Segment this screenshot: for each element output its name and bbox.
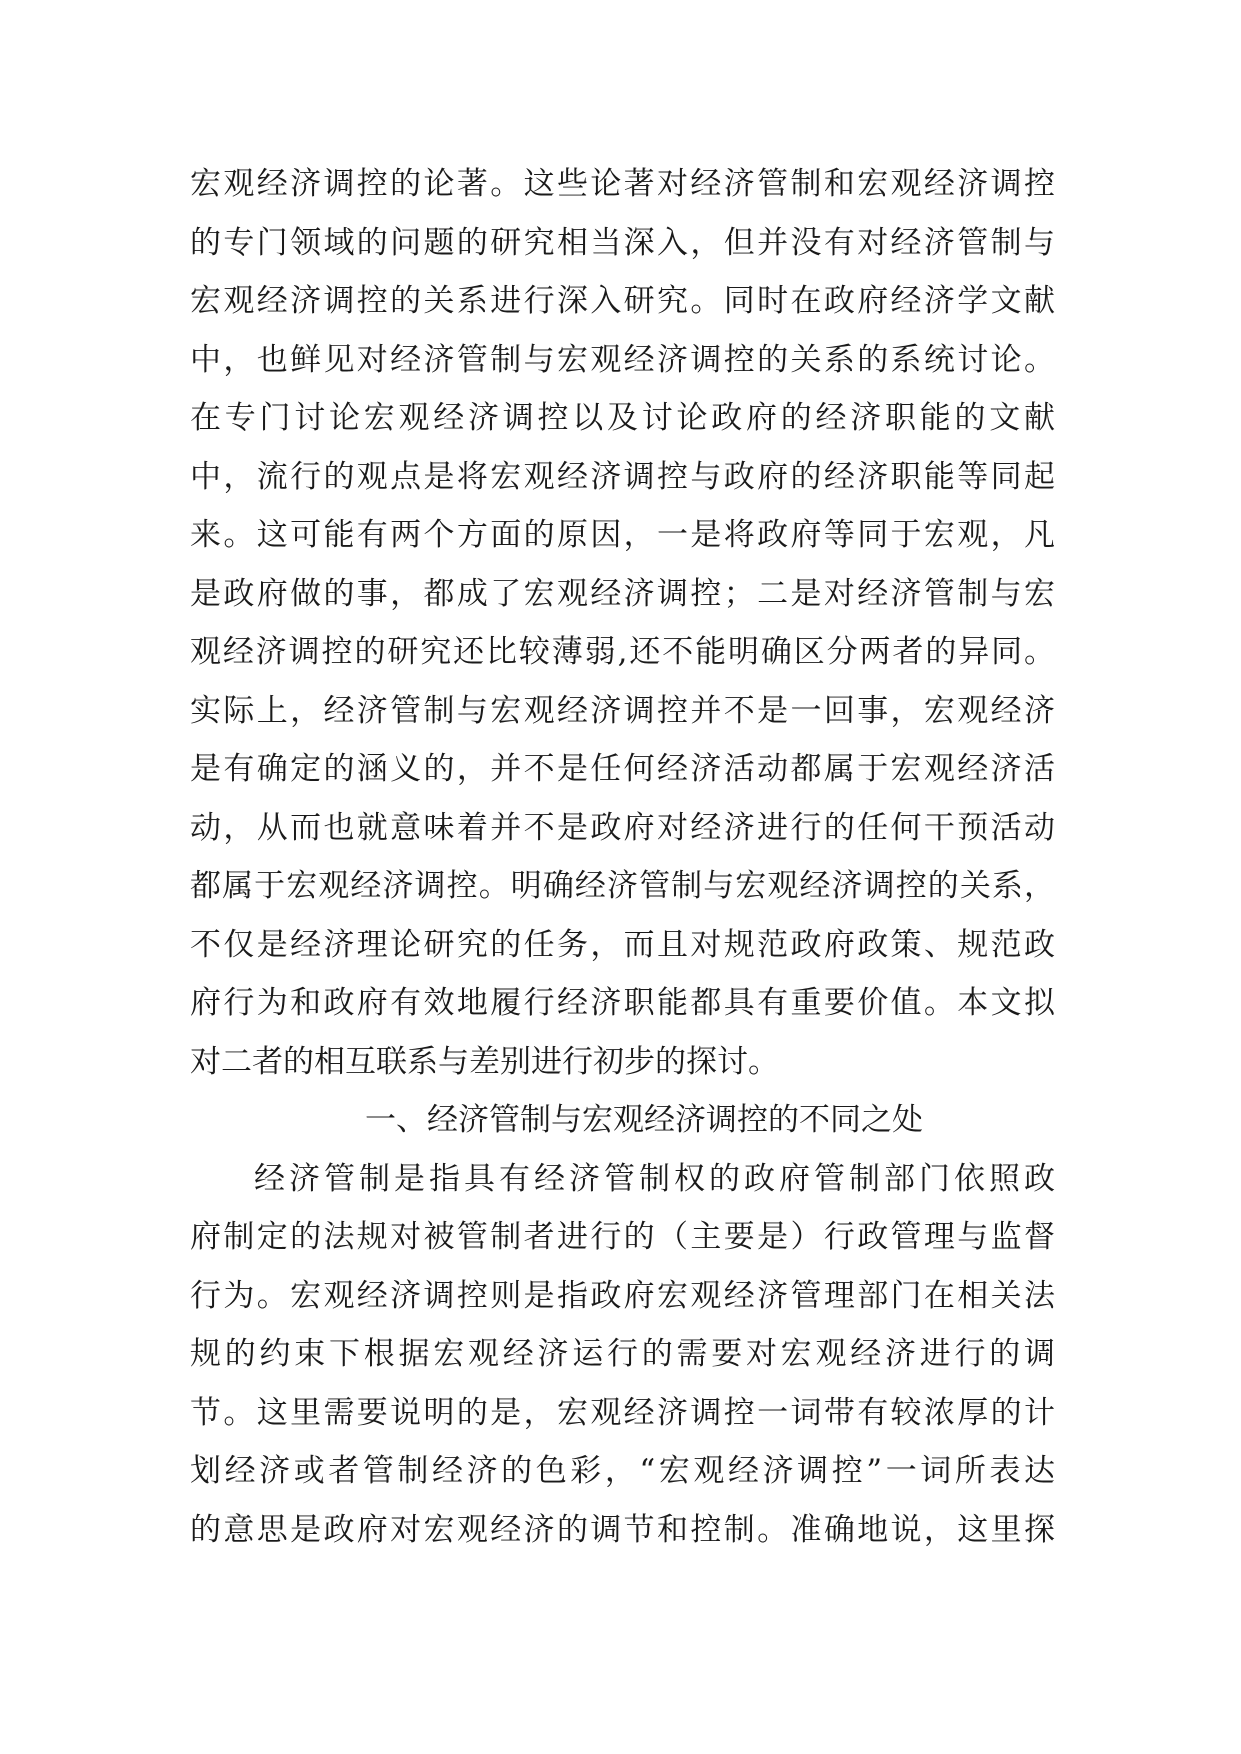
text-line: 规的约束下根据宏观经济运行的需要对宏观经济进行的调 bbox=[190, 1336, 1055, 1372]
text-line: 观经济调控的研究还比较薄弱,还不能明确区分两者的异同。 bbox=[190, 634, 1055, 670]
text-line: 划经济或者管制经济的色彩，“宏观经济调控”一词所表达 bbox=[190, 1453, 1055, 1489]
text-line: 实际上，经济管制与宏观经济调控并不是一回事，宏观经济 bbox=[190, 692, 1055, 729]
text-line: 在专门讨论宏观经济调控以及讨论政府的经济职能的文献 bbox=[190, 400, 1055, 436]
text-line: 的专门领域的问题的研究相当深入，但并没有对经济管制与 bbox=[190, 224, 1055, 261]
text-line: 宏观经济调控的论著。这些论著对经济管制和宏观经济调控 bbox=[190, 166, 1055, 202]
text-line: 中，流行的观点是将宏观经济调控与政府的经济职能等同起 bbox=[190, 458, 1055, 495]
text-line: 宏观经济调控的关系进行深入研究。同时在政府经济学文献 bbox=[190, 283, 1055, 319]
text-line: 对二者的相互联系与差别进行初步的探讨。 bbox=[190, 1043, 779, 1080]
text-line: 的意思是政府对宏观经济的调节和控制。准确地说，这里探 bbox=[190, 1511, 1055, 1548]
text-line: 节。这里需要说明的是，宏观经济调控一词带有较浓厚的计 bbox=[190, 1394, 1055, 1431]
text-line: 经济管制是指具有经济管制权的政府管制部门依照政 bbox=[254, 1160, 1055, 1197]
text-line: 是政府做的事，都成了宏观经济调控；二是对经济管制与宏 bbox=[190, 575, 1055, 612]
text-line: 不仅是经济理论研究的任务，而且对规范政府政策、规范政 bbox=[190, 926, 1055, 963]
text-line: 府行为和政府有效地履行经济职能都具有重要价值。本文拟 bbox=[190, 985, 1055, 1021]
text-line: 行为。宏观经济调控则是指政府宏观经济管理部门在相关法 bbox=[190, 1277, 1055, 1314]
section-heading: 一、经济管制与宏观经济调控的不同之处 bbox=[365, 1102, 923, 1138]
text-line: 中，也鲜见对经济管制与宏观经济调控的关系的系统讨论。 bbox=[190, 341, 1055, 378]
body-text bbox=[190, 155, 1055, 1559]
text-line: 府制定的法规对被管制者进行的（主要是）行政管理与监督 bbox=[190, 1219, 1055, 1255]
text-line: 是有确定的涵义的，并不是任何经济活动都属于宏观经济活 bbox=[190, 751, 1055, 787]
text-line: 来。这可能有两个方面的原因，一是将政府等同于宏观，凡 bbox=[190, 517, 1055, 553]
text-line: 都属于宏观经济调控。明确经济管制与宏观经济调控的关系， bbox=[190, 868, 1055, 904]
text-line: 动，从而也就意味着并不是政府对经济进行的任何干预活动 bbox=[190, 809, 1055, 846]
